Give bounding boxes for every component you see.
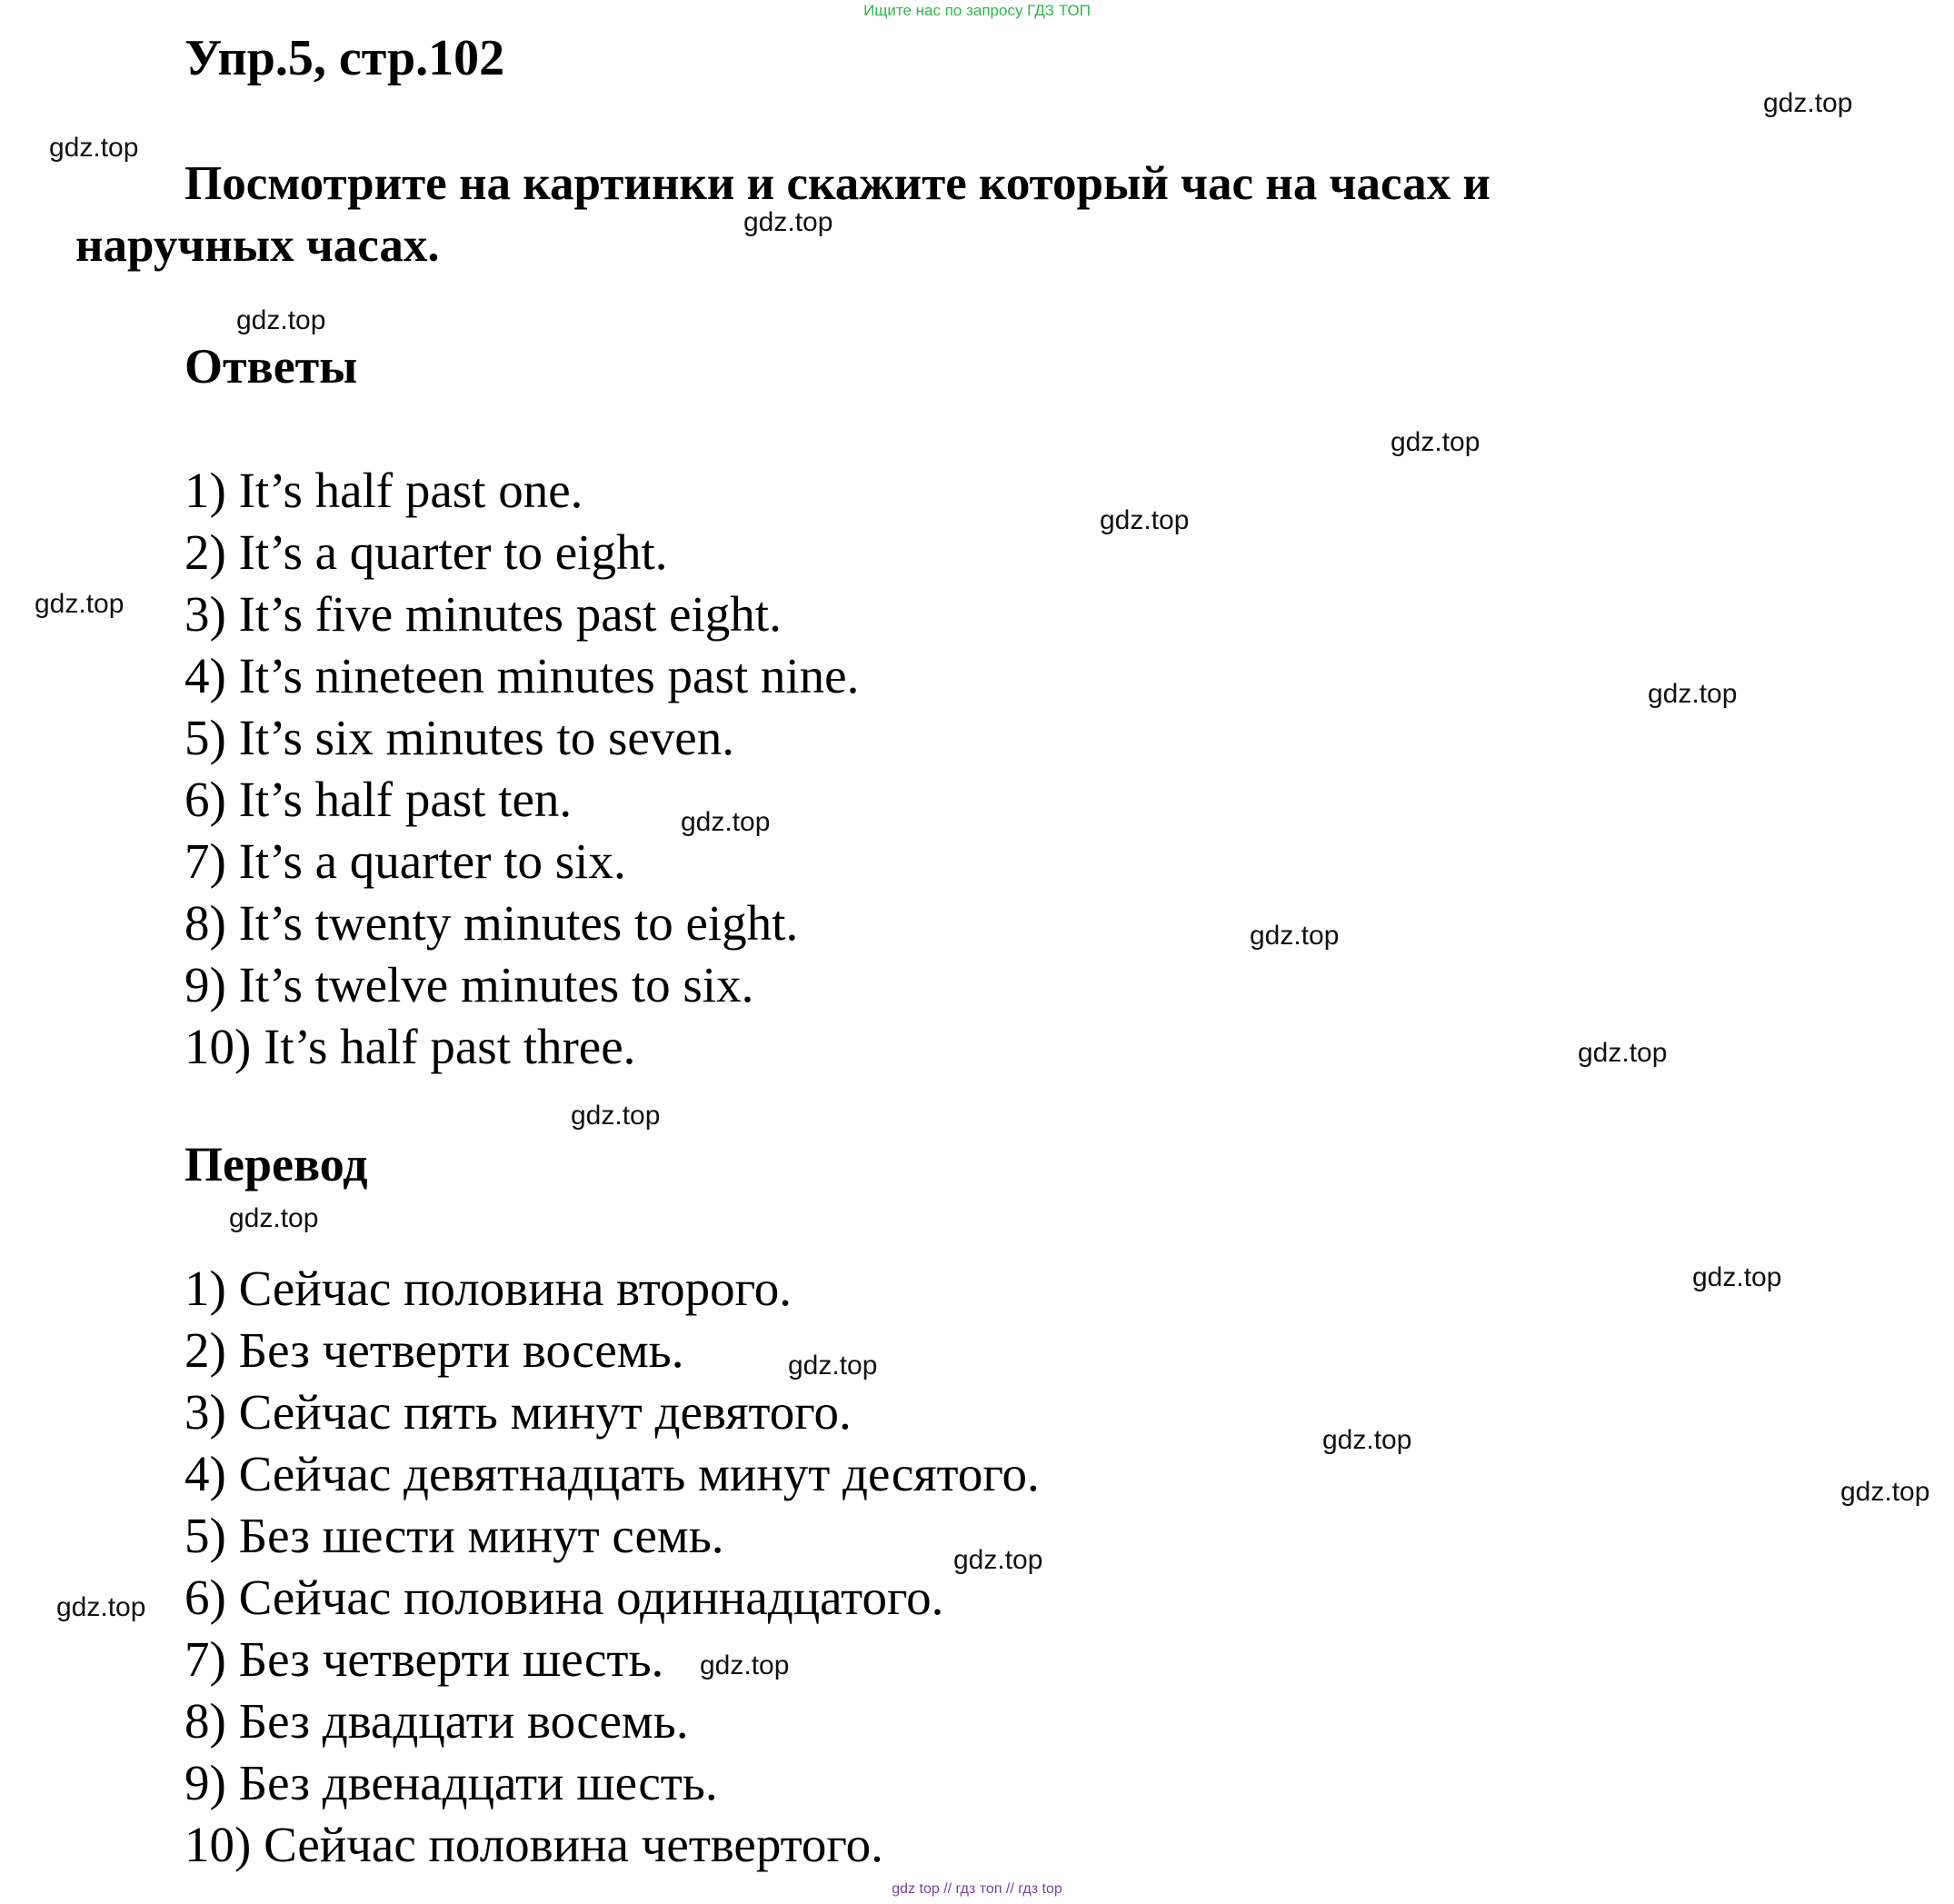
task-text-line-2: наручных часах.	[75, 219, 440, 272]
answers-heading: Ответы	[184, 339, 358, 394]
list-item: 2) It’s a quarter to eight.	[184, 524, 668, 580]
watermark: gdz.top	[1648, 679, 1738, 709]
watermark: gdz.top	[1763, 88, 1853, 118]
list-item: 5) It’s six minutes to seven.	[184, 710, 734, 765]
list-item: 8) Без двадцати восемь.	[184, 1693, 689, 1749]
watermark: gdz.top	[35, 589, 125, 619]
watermark: gdz.top	[1840, 1477, 1930, 1507]
watermark: gdz.top	[743, 207, 833, 237]
translation-list	[184, 1258, 1043, 1876]
watermark: gdz.top	[700, 1650, 790, 1680]
watermark: gdz.top	[236, 305, 326, 335]
list-item: 9) Без двенадцати шесть.	[184, 1755, 718, 1810]
list-item: 7) Без четверти шесть.	[184, 1631, 664, 1687]
watermark: gdz.top	[1322, 1425, 1412, 1455]
list-item: 1) Сейчас половина второго.	[184, 1261, 793, 1316]
watermark: gdz.top	[1250, 921, 1340, 951]
watermark: gdz.top	[49, 133, 139, 163]
watermark: gdz.top	[1692, 1262, 1782, 1292]
watermark: gdz.top	[953, 1545, 1043, 1575]
bottom-banner: gdz top // гдз топ // гдз top	[892, 1881, 1062, 1897]
top-banner: Ищите нас по запросу ГДЗ ТОП	[863, 2, 1091, 19]
watermark: gdz.top	[571, 1101, 661, 1131]
watermark: gdz.top	[229, 1203, 319, 1233]
list-item: 10) It’s half past three.	[184, 1019, 636, 1074]
list-item: 7) It’s a quarter to six.	[184, 833, 626, 889]
list-item: 10) Сейчас половина четвертого.	[184, 1817, 883, 1872]
watermark: gdz.top	[1391, 427, 1480, 457]
list-item: 5) Без шести минут семь.	[184, 1508, 724, 1563]
page-title: Упр.5, стр.102	[184, 30, 505, 86]
list-item: 9) It’s twelve minutes to six.	[184, 957, 754, 1012]
list-item: 8) It’s twenty minutes to eight.	[184, 895, 799, 951]
list-item: 6) Сейчас половина одиннадцатого.	[184, 1570, 944, 1625]
list-item: 2) Без четверти восемь.	[184, 1322, 684, 1378]
list-item: 4) It’s nineteen minutes past nine.	[184, 648, 860, 703]
task-text-line-1: Посмотрите на картинки и скажите который час на часах и	[184, 157, 1490, 210]
list-item: 4) Сейчас девятнадцать минут десятого.	[184, 1446, 1040, 1501]
watermark: gdz.top	[1578, 1038, 1668, 1068]
watermark: gdz.top	[1100, 505, 1190, 535]
list-item: 3) It’s five minutes past eight.	[184, 586, 782, 642]
list-item: 6) It’s half past ten.	[184, 772, 573, 827]
answers-list	[184, 460, 859, 1078]
list-item: 3) Сейчас пять минут девятого.	[184, 1384, 852, 1440]
watermark: gdz.top	[788, 1351, 878, 1381]
list-item: 1) It’s half past one.	[184, 463, 583, 518]
watermark: gdz.top	[56, 1592, 146, 1622]
translation-heading: Перевод	[184, 1137, 368, 1191]
watermark: gdz.top	[681, 807, 771, 837]
